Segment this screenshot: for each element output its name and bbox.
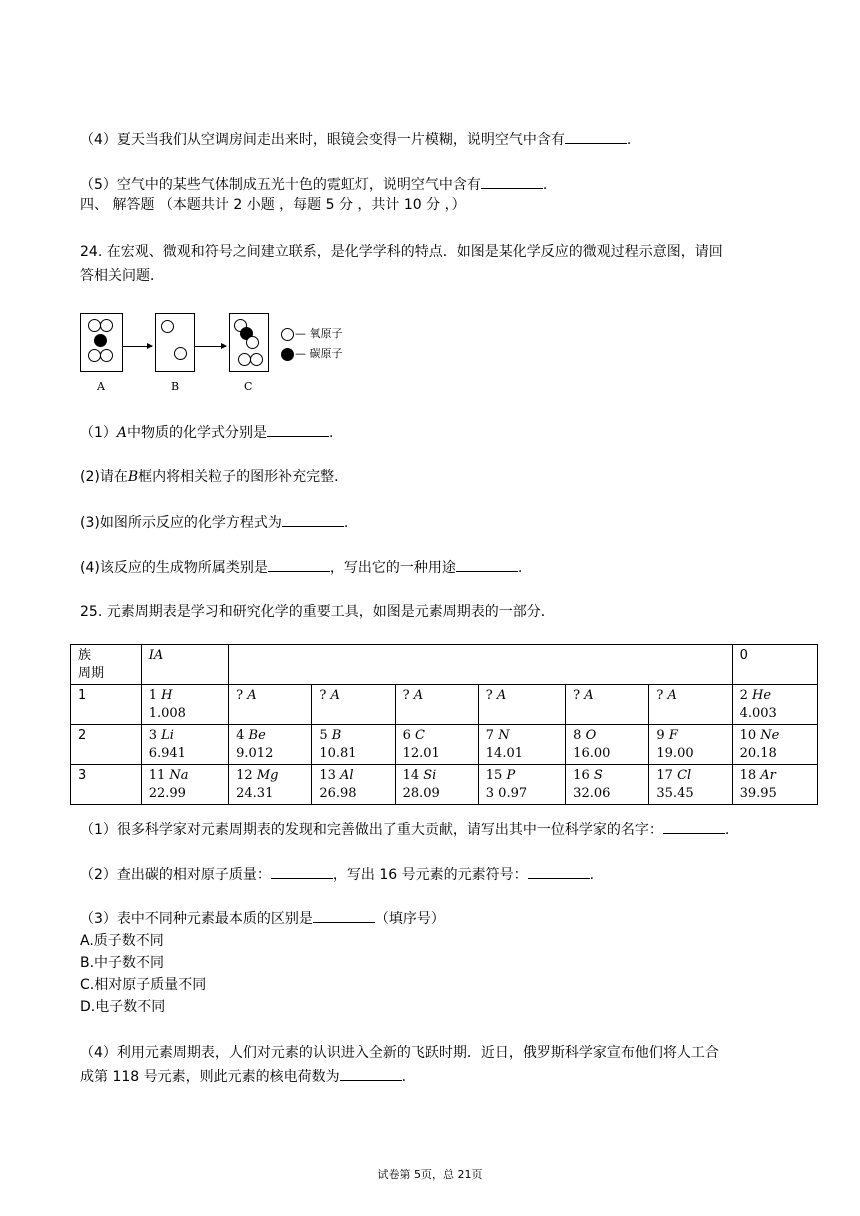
q24-item3 <box>80 512 348 533</box>
label-a: A <box>97 380 105 393</box>
header-ia: IA <box>141 645 228 685</box>
answer-blank[interactable] <box>267 422 329 437</box>
element-cell <box>229 725 312 765</box>
box-a <box>80 313 123 372</box>
element-cell <box>141 685 228 725</box>
item-number: （1） <box>80 425 117 441</box>
period: . <box>517 560 523 576</box>
element-cell <box>649 685 732 725</box>
period: . <box>343 515 349 531</box>
oxygen-atom <box>250 353 263 366</box>
element-symbol: A <box>496 688 507 703</box>
element-symbol: Si <box>423 768 437 783</box>
element-symbol: Mg <box>256 768 279 783</box>
element-symbol: He <box>752 688 772 703</box>
table-row-period-2 <box>71 725 818 765</box>
element-symbol: Cl <box>677 768 692 783</box>
q25-item3-text: （3）表中不同种元素最本质的区别是 <box>80 911 313 927</box>
legend-oxygen: — 氧原子 <box>295 327 343 340</box>
atomic-mass: 22.99 <box>148 786 186 801</box>
atomic-mass: 19.00 <box>656 746 694 761</box>
periodic-table <box>70 644 818 805</box>
element-symbol: N <box>498 728 510 743</box>
element-cell <box>312 725 395 765</box>
q24-item4-text: (4)该反应的生成物所属类别是 <box>80 560 268 576</box>
element-cell <box>649 725 732 765</box>
period-cell: 3 <box>71 765 142 805</box>
atomic-number: 13 <box>319 768 336 783</box>
legend-carbon-icon <box>281 348 294 361</box>
atomic-number: 2 <box>739 688 748 703</box>
element-cell <box>478 765 565 805</box>
element-symbol: B <box>331 728 342 743</box>
element-cell <box>732 725 817 765</box>
element-cell <box>312 685 395 725</box>
atomic-mass: 14.01 <box>485 746 523 761</box>
atomic-number: 1 <box>148 688 158 703</box>
element-symbol: Ne <box>760 728 780 743</box>
q25-item4-text: 成第 118 号元素，则此元素的核电荷数为 <box>80 1069 340 1085</box>
q24-item1 <box>80 422 334 443</box>
atomic-mass: 10.81 <box>319 746 357 761</box>
period: . <box>626 132 632 148</box>
element-symbol: Be <box>248 728 266 743</box>
reaction-arrow <box>194 346 226 347</box>
element-symbol: F <box>668 728 678 743</box>
atomic-number: 12 <box>236 768 253 783</box>
box-c <box>229 313 269 372</box>
atomic-number: 3 <box>148 728 158 743</box>
q24-item4-text-b: ，写出它的一种用途 <box>329 560 456 576</box>
element-cell <box>395 765 478 805</box>
atomic-number: 16 <box>573 768 590 783</box>
period-cell: 1 <box>71 685 142 725</box>
q25-item3-hint: （填序号） <box>374 911 445 927</box>
atomic-mass: 3 0.97 <box>485 786 528 801</box>
element-cell <box>229 765 312 805</box>
header-zero: 0 <box>732 645 817 685</box>
period: . <box>401 1069 407 1085</box>
element-cell <box>141 765 228 805</box>
atomic-mass: 24.31 <box>236 786 274 801</box>
period: . <box>329 425 334 441</box>
atomic-number: 4 <box>236 728 245 743</box>
atomic-number: 18 <box>739 768 757 783</box>
element-cell <box>732 685 817 725</box>
atomic-number: ? <box>485 688 493 703</box>
atomic-number: 11 <box>148 768 166 783</box>
option-c[interactable]: C.相对原子质量不同 <box>80 977 207 993</box>
q24-stem-line1: 24. 在宏观、微观和符号之间建立联系，是化学学科的特点．如图是某化学反应的微观过程示意图，请回 <box>80 244 723 260</box>
table-row-period-3 <box>71 765 818 805</box>
q25-item2-text-b: ，写出 16 号元素的元素符号： <box>332 867 528 883</box>
element-cell <box>478 725 565 765</box>
var-a: A <box>116 425 128 441</box>
atomic-number: 6 <box>402 728 411 743</box>
legend-oxygen-icon <box>281 328 294 341</box>
q25-item3 <box>80 908 445 929</box>
element-cell <box>566 725 649 765</box>
oxygen-atom <box>161 320 174 333</box>
header-group: 族 <box>78 648 92 663</box>
q23-item4-text: （4）夏天当我们从空调房间走出来时，眼镜会变得一片模糊，说明空气中含有 <box>80 132 565 148</box>
atomic-mass: 26.98 <box>319 786 357 801</box>
atomic-mass: 1.008 <box>148 706 186 721</box>
var-b: B <box>127 469 139 485</box>
element-symbol: A <box>584 688 594 703</box>
element-symbol: H <box>161 688 173 703</box>
oxygen-atom <box>246 336 259 349</box>
item-number: (2)请在 <box>80 469 128 485</box>
atomic-number: ? <box>573 688 581 703</box>
atomic-mass: 20.18 <box>739 746 777 761</box>
element-cell <box>229 685 312 725</box>
element-cell <box>395 725 478 765</box>
element-symbol: O <box>585 728 597 743</box>
atomic-number: 7 <box>485 728 495 743</box>
answer-blank[interactable] <box>528 864 590 879</box>
header-corner <box>71 645 142 685</box>
q25-item1 <box>80 819 729 840</box>
q23-item5-text: （5）空气中的某些气体制成五光十色的霓虹灯，说明空气中含有 <box>80 177 481 193</box>
oxygen-atom <box>100 319 113 332</box>
option-b[interactable]: B.中子数不同 <box>80 955 165 971</box>
element-symbol: Li <box>161 728 174 743</box>
answer-blank[interactable] <box>340 1066 402 1081</box>
q24-item2 <box>80 467 348 487</box>
element-symbol: P <box>506 768 516 783</box>
answer-blank[interactable] <box>282 512 344 527</box>
element-symbol: A <box>667 688 677 703</box>
q24-item1-text: 中物质的化学式分别是 <box>127 425 268 441</box>
q25-item4-line1: （4）利用元素周期表，人们对元素的认识进入全新的飞跃时期．近日，俄罗斯科学家宣布他们将人工合 <box>80 1045 719 1061</box>
option-a[interactable]: A.质子数不同 <box>80 933 164 949</box>
table-row-period-1 <box>71 685 818 725</box>
period: . <box>589 867 595 883</box>
element-cell <box>732 765 817 805</box>
legend-oxygen-label: 氧原子 <box>309 327 343 340</box>
atomic-number: ? <box>319 688 327 703</box>
q25-item2 <box>80 864 594 885</box>
element-cell <box>566 685 649 725</box>
legend-carbon-label: 碳原子 <box>309 347 343 360</box>
atomic-number: 17 <box>656 768 673 783</box>
element-symbol: A <box>247 688 257 703</box>
label-c: C <box>244 380 253 393</box>
box-b[interactable] <box>155 313 195 372</box>
element-cell <box>141 725 228 765</box>
header-period: 周期 <box>78 666 105 681</box>
q25-item4-line2 <box>80 1066 406 1087</box>
oxygen-atom <box>100 349 113 362</box>
atomic-mass: 28.09 <box>402 786 440 801</box>
section4-title: 四、 解答题 （本题共计 2 小题 ，每题 5 分 ，共计 10 分 ，） <box>80 197 466 213</box>
atomic-mass: 39.95 <box>739 786 777 801</box>
answer-blank[interactable] <box>313 908 375 923</box>
atomic-mass: 6.941 <box>148 746 186 761</box>
answer-blank[interactable] <box>565 129 627 144</box>
answer-blank[interactable] <box>481 174 543 189</box>
reaction-arrow <box>122 346 152 347</box>
q23-item4 <box>80 129 631 150</box>
element-cell <box>478 685 565 725</box>
answer-blank[interactable] <box>663 819 725 834</box>
label-b: B <box>171 380 180 393</box>
period: . <box>542 177 548 193</box>
atomic-number: 14 <box>402 768 420 783</box>
answer-blank[interactable] <box>271 864 333 879</box>
page-footer: 试卷第 5页，总 21页 <box>377 1168 483 1181</box>
atomic-number: ? <box>236 688 244 703</box>
table-header-row <box>71 645 818 685</box>
atomic-mass: 9.012 <box>236 746 274 761</box>
q25-stem: 25. 元素周期表是学习和研究化学的重要工具，如图是元素周期表的一部分． <box>80 604 555 620</box>
element-cell <box>312 765 395 805</box>
element-symbol: A <box>413 688 424 703</box>
option-d[interactable]: D.电子数不同 <box>80 999 166 1015</box>
element-cell <box>395 685 478 725</box>
element-symbol: Na <box>169 768 189 783</box>
atomic-number: 5 <box>319 728 328 743</box>
element-cell <box>566 765 649 805</box>
atomic-mass: 32.06 <box>573 786 611 801</box>
answer-blank[interactable] <box>268 557 330 572</box>
element-symbol: A <box>330 688 340 703</box>
q24-item2-text: 框内将相关粒子的图形补充完整． <box>138 469 349 485</box>
legend-carbon: — 碳原子 <box>295 347 343 360</box>
atomic-number: 9 <box>656 728 665 743</box>
atomic-mass: 16.00 <box>573 746 611 761</box>
period: . <box>724 822 730 838</box>
answer-blank[interactable] <box>456 557 518 572</box>
atomic-number: ? <box>402 688 410 703</box>
q25-item2-text: （2）查出碳的相对原子质量： <box>80 867 271 883</box>
period-cell: 2 <box>71 725 142 765</box>
atomic-number: 10 <box>739 728 757 743</box>
element-symbol: S <box>593 768 603 783</box>
q24-item4 <box>80 557 522 578</box>
atomic-mass: 12.01 <box>402 746 440 761</box>
carbon-atom <box>94 334 107 347</box>
atomic-number: 15 <box>485 768 503 783</box>
atomic-number: ? <box>656 688 664 703</box>
header-empty <box>229 645 732 685</box>
element-symbol: Ar <box>760 768 776 783</box>
q24-stem-line2: 答相关问题． <box>80 268 164 284</box>
atomic-mass: 4.003 <box>739 706 777 721</box>
q23-item5 <box>80 174 547 195</box>
oxygen-atom <box>174 347 187 360</box>
element-symbol: Al <box>340 768 354 783</box>
element-cell <box>649 765 732 805</box>
atomic-mass: 35.45 <box>656 786 694 801</box>
q24-item3-text: (3)如图所示反应的化学方程式为 <box>80 515 282 531</box>
q25-item1-text: （1）很多科学家对元素周期表的发现和完善做出了重大贡献，请写出其中一位科学家的名字： <box>80 822 663 838</box>
element-symbol: C <box>414 728 425 743</box>
atomic-number: 8 <box>573 728 582 743</box>
